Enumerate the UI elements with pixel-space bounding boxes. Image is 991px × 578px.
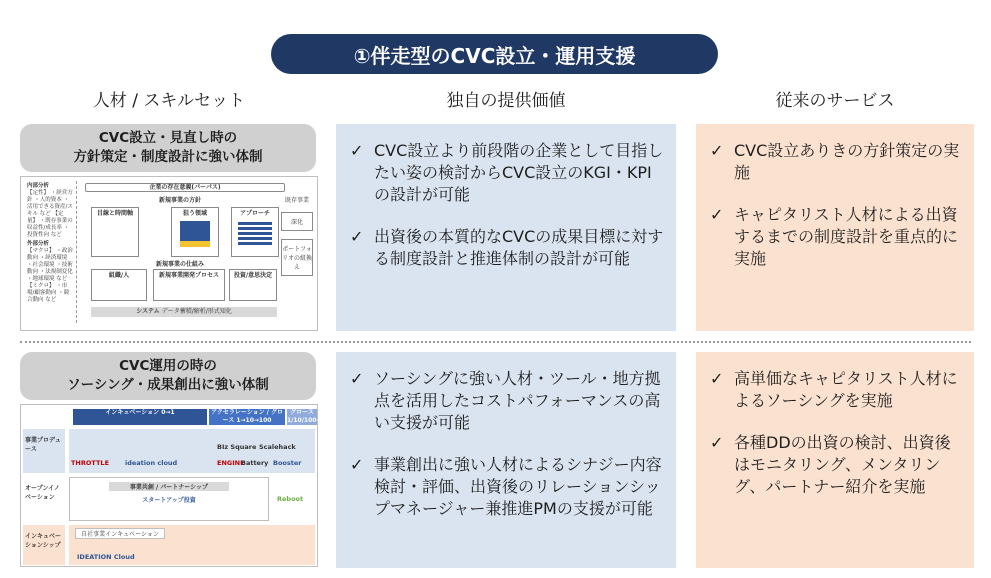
row1-conventional-text-2: キャピタリスト人材による出資するまでの制度設計を重点的に実施 (734, 205, 959, 268)
ideation-cloud-logo-2: IDEATION Cloud (77, 553, 135, 561)
check-icon: ✓ (710, 141, 724, 160)
purpose-header: 企業の存在意義(パーパス) (85, 183, 285, 192)
partnership-label: 事業共創 / パートナーシップ (109, 482, 229, 491)
row1-value-text-1: CVC設立より前段階の企業として目指したい姿の検討からCVC設立のKGI・KPIの設計が可能 (374, 141, 664, 204)
row-incubation-label: インキュベーションシップ (23, 525, 65, 565)
existing-business-label: 既存事業 (284, 197, 309, 204)
stage-growth: グロース 1/10/100→∞ (287, 409, 327, 424)
portfolio-label: ポートフォリオの組換え (282, 246, 312, 271)
portfolio-column (279, 195, 315, 323)
row-produce-label: 事業プロデュース (23, 429, 65, 473)
row2-conventional-item (710, 432, 962, 498)
org-label: 組織/人 (108, 272, 130, 279)
row2-value-text-2: 事業創出に強い人材によるシナジー内容検討・評価、出資後のリレーションシップマネージャー兼推進PMの支援が可能 (374, 455, 662, 518)
row1-subtitle (20, 124, 316, 172)
row-openinnovation-label: オープンイノベーション (23, 477, 65, 521)
mechanism-label: 新規事業の仕組み (155, 261, 204, 268)
check-icon: ✓ (350, 141, 364, 160)
domain-chart-icon (180, 221, 210, 247)
internal-analysis-title: 内部分析 (27, 183, 50, 189)
goal-box (91, 207, 139, 257)
row1-conventional-item (710, 204, 962, 270)
deepen-label: 深化 (290, 219, 303, 226)
biz-square-logo: BIz Square (217, 443, 257, 451)
column-header-talent: 人材 / スキルセット (92, 90, 246, 111)
row2-diagram-thumbnail (20, 404, 327, 567)
column-header-value: 独自の提供価値 (446, 90, 566, 111)
external-analysis-title: 外部分析 (27, 241, 50, 247)
row2-conventional-text-2: 各種DDの出資の検討、出資後はモニタリング、メンタリング、パートナー紹介を実施 (734, 433, 951, 496)
self-incubation-label: 自社事業インキュベーション (75, 528, 165, 539)
row2-subtitle-line1: CVC運用の時の (119, 358, 217, 374)
row1-conventional-item (710, 140, 962, 184)
internal-external-analysis (25, 181, 77, 323)
invest-box (229, 269, 277, 301)
throttle-logo: THROTTLE (71, 459, 110, 467)
check-icon: ✓ (350, 369, 364, 388)
system-bar (91, 307, 277, 317)
row1-value-box (336, 124, 676, 331)
invest-label: 投資/意思決定 (233, 272, 273, 279)
column-header-conventional: 従来のサービス (775, 90, 895, 111)
booster-logo: Booster (273, 459, 302, 467)
internal-analysis-text: 【定性】 ・経営方針 ・人的資本 ・活用できる資産/スキル など 【定量】 ・既存事業の収益性/成長率 ・投資性向 など (27, 190, 73, 238)
domain-box (171, 207, 219, 257)
row2-value-item (350, 368, 664, 434)
incubation-area (69, 525, 315, 565)
row2-conventional-text-1: 高単価なキャピタリスト人材によるソーシングを実施 (734, 369, 958, 410)
stage-acceleration: アクセラレーション / グロース 1→10→100 (209, 409, 285, 425)
battery-logo: Battery (241, 459, 269, 467)
row-divider (20, 341, 971, 343)
page-title: ①伴走型のCVC設立・運用支援 (271, 34, 718, 74)
row1-subtitle-line1: CVC設立・見直し時の (98, 130, 238, 146)
row2-subtitle-line2: ソーシング・成果創出に強い体制 (67, 377, 269, 393)
row2-conventional-item (710, 368, 962, 412)
row2-value-box (336, 352, 676, 568)
check-icon: ✓ (710, 369, 724, 388)
system-label: システム (136, 308, 160, 315)
row2-conventional-box (696, 352, 974, 568)
approach-grid-icon (238, 221, 272, 245)
row1-diagram-thumbnail (20, 176, 318, 331)
startup-invest-label: スタートアップ投資 (142, 497, 196, 504)
approach-box (231, 207, 279, 257)
row1-conventional-text-1: CVC設立ありきの方針策定の実施 (734, 141, 960, 182)
row1-value-text-2: 出資後の本質的なCVCの成果目標に対する制度設計と推進体制の設計が可能 (374, 227, 664, 268)
policy-label: 新規事業の方針 (158, 197, 201, 204)
stage-incubation: インキュベーション 0→1 (73, 409, 207, 425)
domain-label: 狙う領域 (182, 210, 207, 217)
row2-value-item (350, 454, 664, 520)
engine-logo: ENGINE (217, 459, 245, 467)
row2-value-text-1: ソーシングに強い人材・ツール・地方拠点を活用したコストパフォーマンスの高い支援が可能 (374, 369, 661, 432)
row1-value-item (350, 226, 664, 270)
produce-area (69, 429, 315, 473)
org-box (91, 269, 147, 301)
process-box (153, 269, 225, 301)
row1-value-item (350, 140, 664, 206)
deepen-box (281, 212, 313, 231)
approach-label: アプローチ (239, 210, 270, 217)
reboot-logo: Reboot (277, 495, 304, 503)
openinnovation-area (69, 477, 269, 521)
row2-subtitle (20, 352, 316, 400)
row1-subtitle-line2: 方針策定・制度設計に強い体制 (73, 149, 263, 165)
goal-label: 目線と時間軸 (96, 210, 133, 217)
external-analysis-text: 【マクロ】 ・政治動向 ・経済環境 ・社会環境 ・技術動向 ・法規制変化 ・地球環境 など 【ミクロ】 ・市場/顧客動向 ・競合動向 など (27, 248, 73, 303)
system-sub-label: データ蓄積/解析/形式知化 (161, 308, 232, 315)
check-icon: ✓ (350, 455, 364, 474)
portfolio-box (281, 239, 313, 276)
row1-conventional-box (696, 124, 974, 331)
check-icon: ✓ (710, 205, 724, 224)
check-icon: ✓ (350, 227, 364, 246)
process-label: 新規事業開発プロセス (158, 272, 219, 279)
scalehack-logo: Scalehack (259, 443, 296, 451)
check-icon: ✓ (710, 433, 724, 452)
ideation-cloud-logo: ideation cloud (125, 459, 178, 467)
